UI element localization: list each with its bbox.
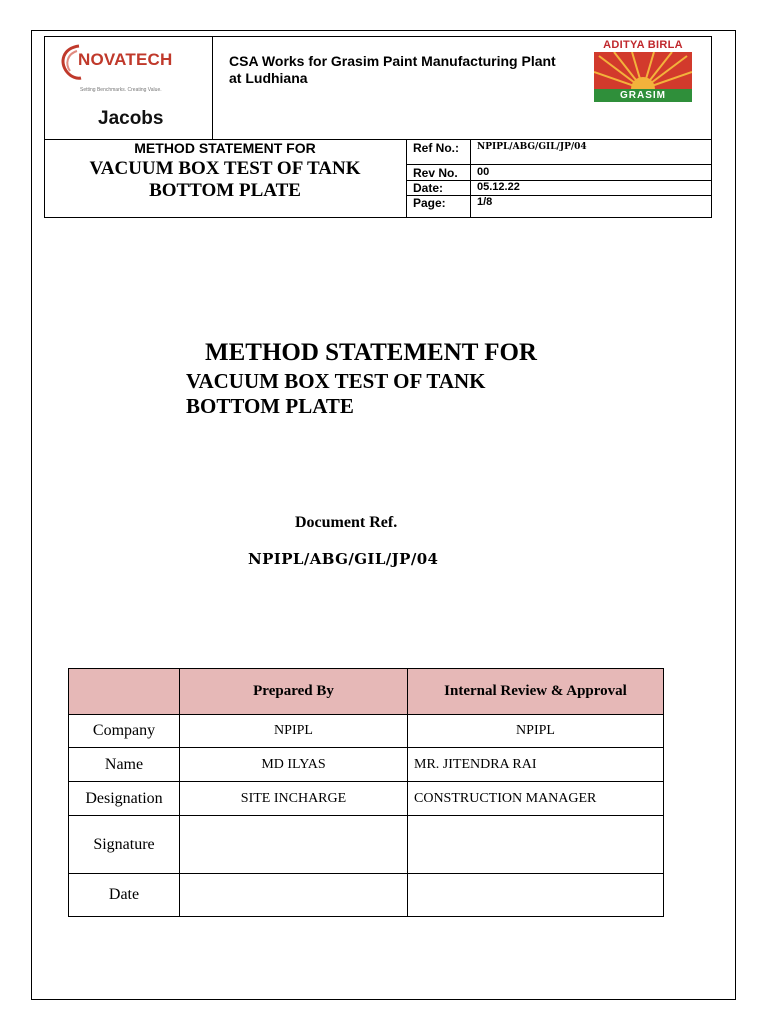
approval-table bbox=[68, 668, 664, 917]
page-label: Page: bbox=[413, 196, 446, 210]
document-ref-label: Document Ref. bbox=[295, 514, 398, 531]
prepared-company: NPIPL bbox=[180, 715, 408, 748]
jacobs-logo: Jacobs bbox=[98, 108, 164, 129]
prepared-date bbox=[180, 874, 408, 917]
meta-row-line bbox=[406, 195, 712, 196]
row-label: Date bbox=[69, 874, 180, 917]
review-date bbox=[408, 874, 664, 917]
review-company: NPIPL bbox=[408, 715, 664, 748]
row-label: Company bbox=[69, 715, 180, 748]
prepared-signature bbox=[180, 816, 408, 874]
date-value: 05.12.22 bbox=[477, 181, 520, 193]
review-designation: CONSTRUCTION MANAGER bbox=[408, 782, 664, 816]
row-label: Signature bbox=[69, 816, 180, 874]
aditya-birla-logo-text: ADITYA BIRLA bbox=[603, 39, 683, 51]
page-value: 1/8 bbox=[477, 196, 493, 208]
table-header-review: Internal Review & Approval bbox=[408, 669, 664, 715]
prepared-designation: SITE INCHARGE bbox=[180, 782, 408, 816]
meta-column-divider bbox=[406, 139, 407, 218]
table-header-prepared-by: Prepared By bbox=[180, 669, 408, 715]
rev-no-label: Rev No. bbox=[413, 166, 458, 180]
table-header-row bbox=[69, 669, 664, 715]
review-signature bbox=[408, 816, 664, 874]
table-row bbox=[69, 782, 664, 816]
meta-label-divider bbox=[470, 139, 471, 218]
rev-no-value: 00 bbox=[477, 166, 490, 178]
header-subject: VACUUM BOX TEST OF TANK BOTTOM PLATE bbox=[89, 158, 361, 201]
table-row bbox=[69, 874, 664, 917]
novatech-logo: NOVATECH bbox=[78, 50, 173, 69]
meta-row-line bbox=[406, 164, 712, 165]
main-subtitle-line2: BOTTOM PLATE bbox=[186, 394, 354, 418]
table-header-blank bbox=[69, 669, 180, 715]
row-label: Designation bbox=[69, 782, 180, 816]
header-method-statement-label: METHOD STATEMENT FOR bbox=[134, 140, 316, 156]
ref-no-label: Ref No.: bbox=[413, 141, 459, 155]
logo-column-divider bbox=[212, 36, 213, 140]
document-ref-value: NPIPL/ABG/GIL/JP/04 bbox=[248, 550, 439, 568]
aditya-birla-sun-icon bbox=[594, 52, 692, 89]
grasim-logo-band: GRASIM bbox=[594, 89, 692, 102]
table-row bbox=[69, 816, 664, 874]
table-row bbox=[69, 715, 664, 748]
prepared-name: MD ILYAS bbox=[180, 748, 408, 782]
novatech-tagline: Setting Benchmarks. Creating Value. bbox=[80, 87, 162, 93]
ref-no-value: NPIPL/ABG/GIL/JP/04 bbox=[477, 142, 587, 152]
main-subtitle-line1: VACUUM BOX TEST OF TANK bbox=[186, 369, 486, 393]
project-title: CSA Works for Grasim Paint Manufacturing Plant at Ludhiana bbox=[229, 53, 556, 86]
meta-row-line bbox=[406, 180, 712, 181]
row-label: Name bbox=[69, 748, 180, 782]
date-label: Date: bbox=[413, 181, 444, 195]
review-name: MR. JITENDRA RAI bbox=[408, 748, 664, 782]
main-title: METHOD STATEMENT FOR bbox=[205, 339, 537, 366]
table-row bbox=[69, 748, 664, 782]
